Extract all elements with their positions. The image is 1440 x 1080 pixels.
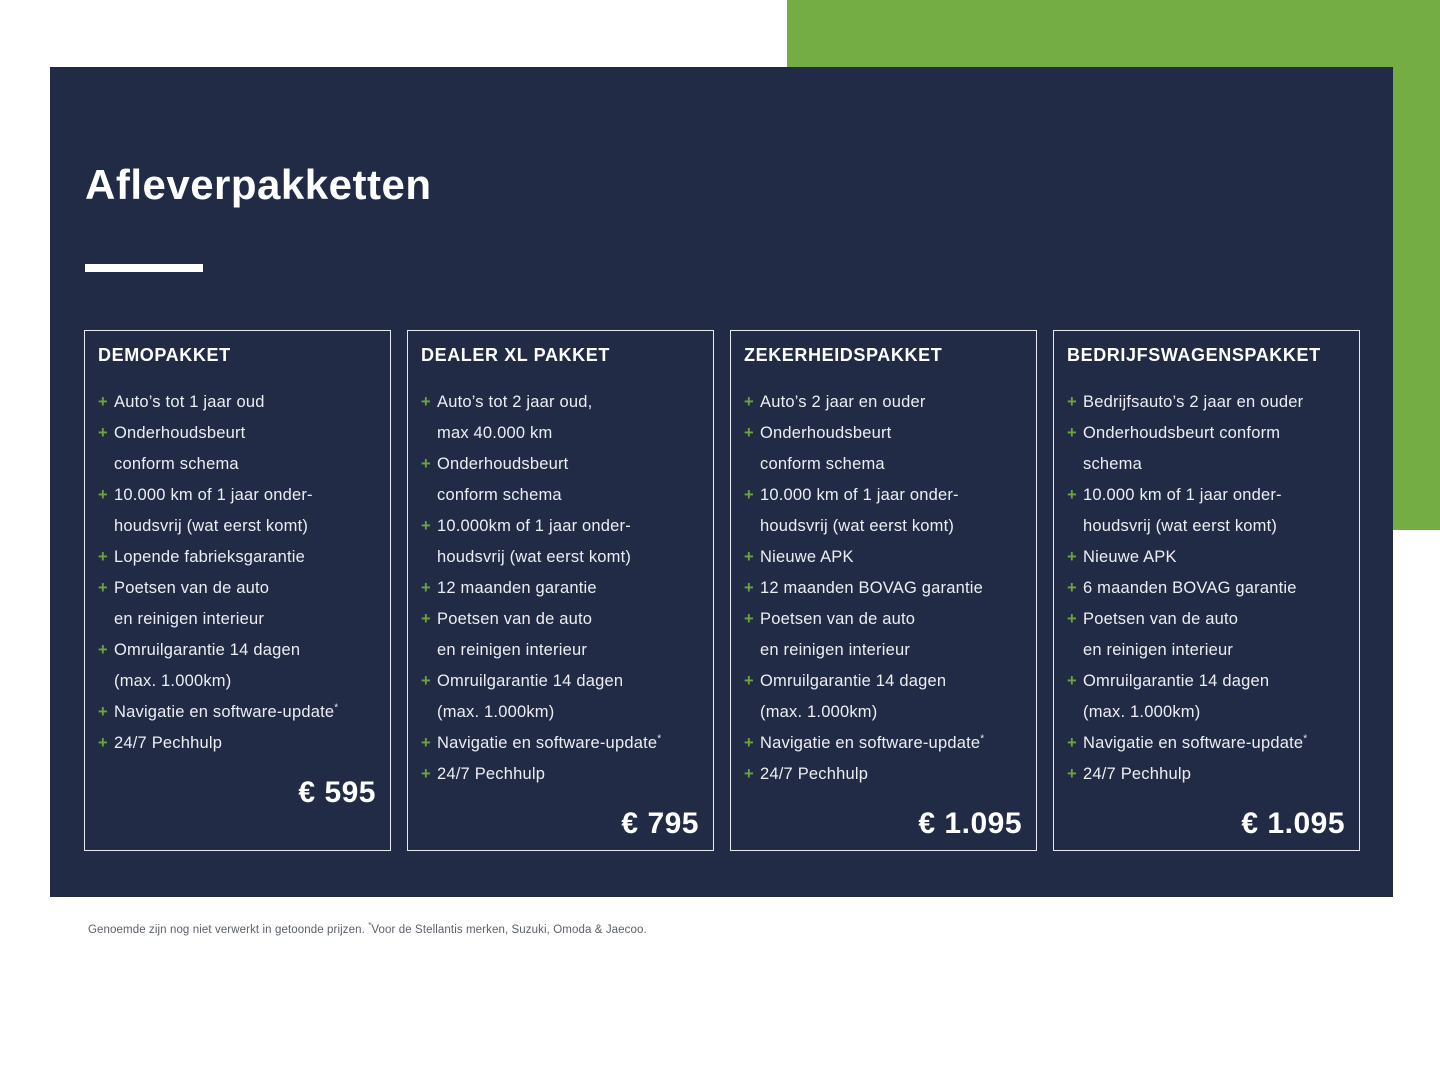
asterisk-superscript: * [1303, 733, 1308, 745]
feature-list [1067, 387, 1345, 790]
plus-spacer [1067, 449, 1083, 480]
feature-item [1067, 666, 1345, 728]
plus-icon: + [1067, 733, 1077, 752]
feature-line [1067, 759, 1345, 790]
feature-text: (max. 1.000km) [437, 702, 555, 721]
feature-line [1067, 511, 1345, 542]
feature-item [1067, 573, 1345, 604]
feature-text: Omruilgarantie 14 dagen [760, 671, 947, 690]
feature-text: Navigatie en software-update* [437, 733, 662, 752]
plus-icon: + [98, 640, 108, 659]
feature-item [1067, 604, 1345, 666]
feature-item [744, 666, 1022, 728]
plus-icon: + [1067, 423, 1077, 442]
feature-item [98, 635, 376, 697]
feature-line [744, 666, 1022, 697]
feature-line [98, 480, 376, 511]
feature-item [98, 542, 376, 573]
plus-spacer [744, 511, 760, 542]
feature-text: Omruilgarantie 14 dagen [114, 640, 301, 659]
feature-line [1067, 449, 1345, 480]
plus-icon: + [1067, 578, 1077, 597]
feature-line [421, 728, 699, 759]
feature-line [98, 697, 376, 728]
feature-line [1067, 635, 1345, 666]
package-card [407, 330, 714, 851]
package-title: BEDRIJFSWAGENSPAKKET [1067, 345, 1321, 365]
feature-line [744, 480, 1022, 511]
plus-spacer [98, 511, 114, 542]
feature-line [98, 666, 376, 697]
feature-text: (max. 1.000km) [1083, 702, 1201, 721]
feature-line [421, 511, 699, 542]
asterisk-superscript: * [980, 733, 985, 745]
feature-text: Auto’s tot 1 jaar oud [114, 392, 265, 411]
plus-icon: + [421, 609, 431, 628]
feature-text: 10.000 km of 1 jaar onder- [114, 485, 313, 504]
feature-text: Navigatie en software-update* [1083, 733, 1308, 752]
feature-text: 12 maanden BOVAG garantie [760, 578, 983, 597]
feature-item [744, 728, 1022, 759]
feature-item [1067, 759, 1345, 790]
feature-line [98, 449, 376, 480]
feature-text: Onderhoudsbeurt [437, 454, 569, 473]
feature-line [744, 449, 1022, 480]
feature-text: houdsvrij (wat eerst komt) [760, 516, 955, 535]
plus-icon: + [1067, 609, 1077, 628]
plus-icon: + [421, 671, 431, 690]
plus-icon: + [98, 485, 108, 504]
plus-spacer [421, 542, 437, 573]
feature-text: Poetsen van de auto [437, 609, 593, 628]
feature-list [98, 387, 376, 759]
feature-text: en reinigen interieur [437, 640, 588, 659]
feature-line [421, 480, 699, 511]
feature-item [421, 604, 699, 666]
feature-text: en reinigen interieur [1083, 640, 1234, 659]
plus-icon: + [421, 578, 431, 597]
feature-line [1067, 542, 1345, 573]
footnote-text: Genoemde zijn nog niet verwerkt in getoonde prijzen. [88, 924, 369, 936]
feature-list [421, 387, 699, 790]
feature-line [744, 635, 1022, 666]
feature-line [421, 542, 699, 573]
feature-text: (max. 1.000km) [114, 671, 232, 690]
feature-item [421, 666, 699, 728]
plus-icon: + [421, 733, 431, 752]
plus-icon: + [1067, 392, 1077, 411]
package-price: € 595 [298, 775, 376, 809]
plus-icon: + [421, 764, 431, 783]
plus-icon: + [98, 547, 108, 566]
feature-text: conform schema [437, 485, 562, 504]
feature-text: 24/7 Pechhulp [760, 764, 869, 783]
feature-text: houdsvrij (wat eerst komt) [437, 547, 632, 566]
plus-icon: + [744, 764, 754, 783]
feature-text: 6 maanden BOVAG garantie [1083, 578, 1297, 597]
feature-text: Onderhoudsbeurt [760, 423, 892, 442]
feature-line [1067, 728, 1345, 759]
feature-text: 24/7 Pechhulp [437, 764, 546, 783]
plus-icon: + [744, 423, 754, 442]
package-title: DEALER XL PAKKET [421, 345, 610, 365]
plus-icon: + [98, 392, 108, 411]
feature-line [421, 449, 699, 480]
plus-icon: + [98, 733, 108, 752]
feature-item [421, 759, 699, 790]
feature-text: conform schema [760, 454, 885, 473]
feature-item [421, 511, 699, 573]
feature-item [1067, 418, 1345, 480]
feature-line [1067, 573, 1345, 604]
feature-line [1067, 604, 1345, 635]
plus-icon: + [744, 609, 754, 628]
feature-text: Nieuwe APK [1083, 547, 1177, 566]
feature-line [98, 387, 376, 418]
feature-item [1067, 387, 1345, 418]
plus-icon: + [98, 578, 108, 597]
package-title: DEMOPAKKET [98, 345, 231, 365]
plus-spacer [744, 449, 760, 480]
package-card [1053, 330, 1360, 851]
asterisk-superscript: * [334, 702, 339, 714]
feature-item [98, 728, 376, 759]
feature-text: Auto’s tot 2 jaar oud, [437, 392, 593, 411]
feature-text: Onderhoudsbeurt [114, 423, 246, 442]
plus-icon: + [744, 547, 754, 566]
feature-item [744, 542, 1022, 573]
feature-item [744, 573, 1022, 604]
package-title: ZEKERHEIDSPAKKET [744, 345, 943, 365]
feature-item [1067, 480, 1345, 542]
feature-text: Lopende fabrieksgarantie [114, 547, 306, 566]
footnote-text-continued: Voor de Stellantis merken, Suzuki, Omoda & Jaecoo. [371, 924, 647, 936]
plus-icon: + [1067, 671, 1077, 690]
feature-line [1067, 697, 1345, 728]
plus-icon: + [421, 516, 431, 535]
feature-text: conform schema [114, 454, 239, 473]
plus-spacer [744, 635, 760, 666]
feature-line [98, 604, 376, 635]
feature-text: Bedrijfsauto’s 2 jaar en ouder [1083, 392, 1304, 411]
package-price: € 1.095 [1241, 806, 1345, 840]
feature-item [98, 418, 376, 480]
plus-icon: + [1067, 764, 1077, 783]
feature-line [744, 697, 1022, 728]
plus-icon: + [1067, 547, 1077, 566]
feature-list [744, 387, 1022, 790]
feature-line [744, 759, 1022, 790]
feature-text: schema [1083, 454, 1142, 473]
feature-text: en reinigen interieur [760, 640, 911, 659]
feature-line [421, 666, 699, 697]
plus-spacer [1067, 697, 1083, 728]
feature-item [421, 449, 699, 511]
plus-icon: + [744, 671, 754, 690]
feature-text: (max. 1.000km) [760, 702, 878, 721]
package-price: € 795 [621, 806, 699, 840]
feature-item [98, 387, 376, 418]
feature-line [744, 573, 1022, 604]
feature-text: Omruilgarantie 14 dagen [437, 671, 624, 690]
feature-line [421, 604, 699, 635]
plus-icon: + [744, 485, 754, 504]
feature-line [98, 542, 376, 573]
main-panel [50, 67, 1393, 897]
plus-icon: + [744, 733, 754, 752]
feature-text: 24/7 Pechhulp [1083, 764, 1192, 783]
feature-text: Navigatie en software-update* [114, 702, 339, 721]
feature-text: Poetsen van de auto [760, 609, 916, 628]
feature-item [98, 697, 376, 728]
feature-item [744, 387, 1022, 418]
feature-item [744, 759, 1022, 790]
feature-line [744, 511, 1022, 542]
feature-text: 10.000 km of 1 jaar onder- [760, 485, 959, 504]
feature-line [1067, 666, 1345, 697]
plus-spacer [744, 697, 760, 728]
plus-spacer [421, 635, 437, 666]
feature-item [421, 387, 699, 449]
feature-line [98, 573, 376, 604]
feature-line [1067, 480, 1345, 511]
feature-line [744, 604, 1022, 635]
plus-spacer [98, 449, 114, 480]
feature-item [1067, 728, 1345, 759]
package-price: € 1.095 [918, 806, 1022, 840]
feature-item [744, 418, 1022, 480]
plus-spacer [421, 480, 437, 511]
feature-item [98, 480, 376, 542]
feature-line [744, 542, 1022, 573]
feature-text: Navigatie en software-update* [760, 733, 985, 752]
feature-line [744, 418, 1022, 449]
feature-item [744, 604, 1022, 666]
feature-text: Omruilgarantie 14 dagen [1083, 671, 1270, 690]
feature-line [421, 697, 699, 728]
feature-text: max 40.000 km [437, 423, 553, 442]
feature-item [421, 728, 699, 759]
feature-text: en reinigen interieur [114, 609, 265, 628]
feature-text: Poetsen van de auto [114, 578, 270, 597]
plus-icon: + [744, 578, 754, 597]
feature-line [421, 387, 699, 418]
feature-line [1067, 387, 1345, 418]
feature-line [98, 635, 376, 666]
plus-icon: + [744, 392, 754, 411]
plus-spacer [98, 604, 114, 635]
package-cards [84, 330, 1360, 851]
asterisk-superscript: * [657, 733, 662, 745]
plus-icon: + [421, 454, 431, 473]
feature-text: Onderhoudsbeurt conform [1083, 423, 1281, 442]
page-title: Afleverpakketten [85, 161, 432, 208]
feature-line [98, 511, 376, 542]
plus-icon: + [1067, 485, 1077, 504]
plus-spacer [98, 666, 114, 697]
feature-line [421, 418, 699, 449]
feature-text: houdsvrij (wat eerst komt) [114, 516, 309, 535]
feature-text: houdsvrij (wat eerst komt) [1083, 516, 1278, 535]
feature-line [421, 573, 699, 604]
feature-line [98, 728, 376, 759]
plus-spacer [1067, 635, 1083, 666]
footnote [88, 921, 647, 936]
feature-text: Nieuwe APK [760, 547, 854, 566]
feature-text: 10.000 km of 1 jaar onder- [1083, 485, 1282, 504]
feature-text: Auto’s 2 jaar en ouder [760, 392, 926, 411]
package-card [730, 330, 1037, 851]
footnote-asterisk: * [368, 921, 372, 931]
feature-text: 10.000km of 1 jaar onder- [437, 516, 631, 535]
feature-line [744, 728, 1022, 759]
plus-spacer [421, 697, 437, 728]
package-card [84, 330, 391, 851]
feature-line [98, 418, 376, 449]
feature-line [744, 387, 1022, 418]
feature-item [1067, 542, 1345, 573]
plus-spacer [421, 418, 437, 449]
plus-icon: + [98, 702, 108, 721]
feature-item [421, 573, 699, 604]
feature-line [421, 759, 699, 790]
feature-line [1067, 418, 1345, 449]
title-underline-bar [85, 264, 203, 272]
feature-item [98, 573, 376, 635]
feature-line [421, 635, 699, 666]
plus-icon: + [421, 392, 431, 411]
plus-icon: + [98, 423, 108, 442]
feature-text: 12 maanden garantie [437, 578, 597, 597]
feature-text: Poetsen van de auto [1083, 609, 1239, 628]
feature-item [744, 480, 1022, 542]
feature-text: 24/7 Pechhulp [114, 733, 223, 752]
plus-spacer [1067, 511, 1083, 542]
